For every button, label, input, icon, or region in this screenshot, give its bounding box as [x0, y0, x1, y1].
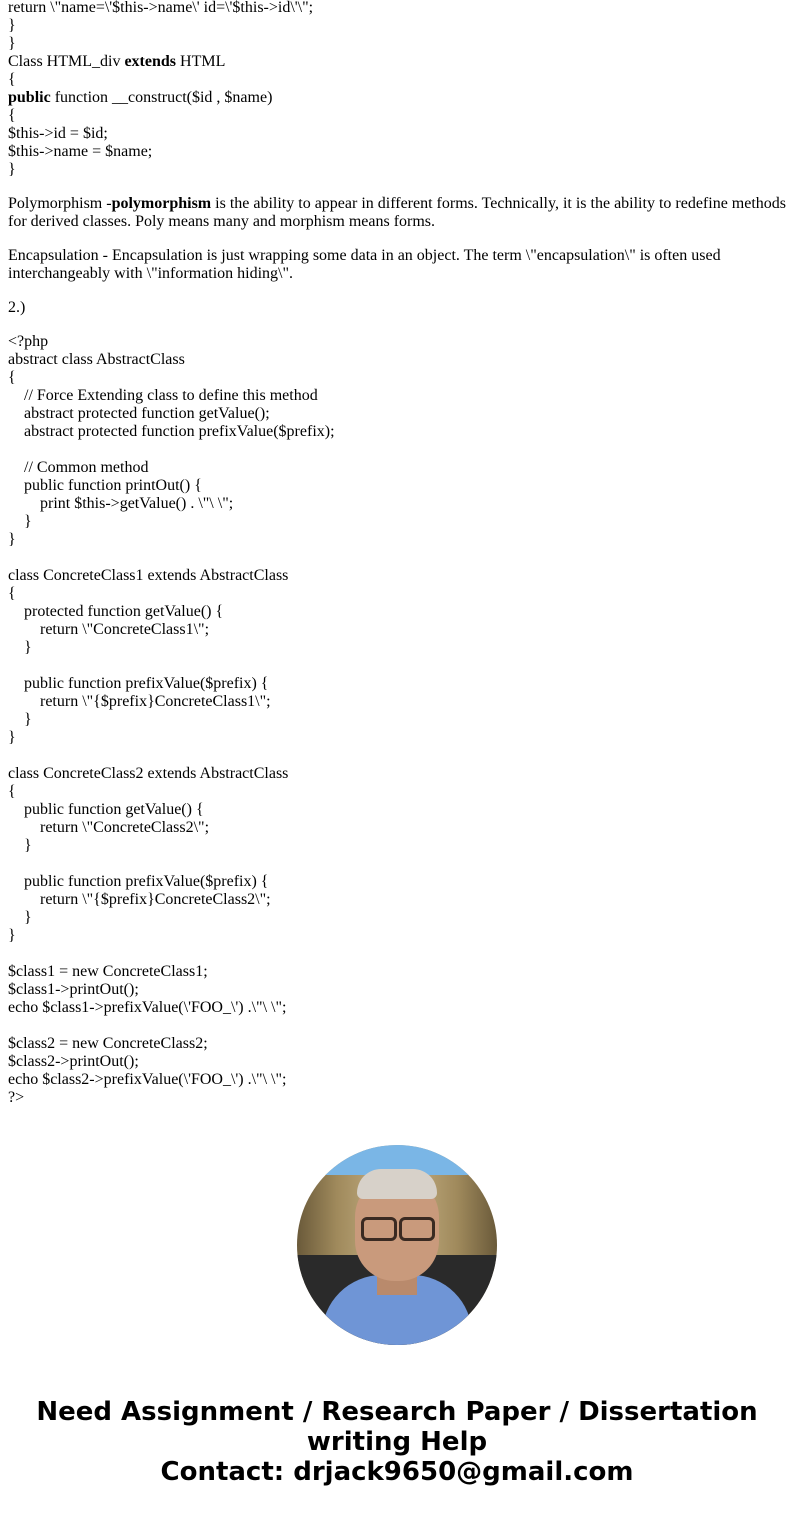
code-line	[8, 657, 786, 675]
polymorphism-paragraph	[8, 195, 786, 231]
code-line: ?>	[8, 1089, 25, 1106]
code-line: protected function getValue() {	[8, 603, 224, 620]
code-line: return \"{$prefix}ConcreteClass1\";	[8, 693, 271, 710]
code-line: public function printOut() {	[8, 477, 202, 494]
code-line: abstract class AbstractClass	[8, 351, 185, 368]
keyword: extends	[124, 53, 177, 70]
constructor-line	[8, 89, 786, 107]
code-line: {	[8, 369, 16, 386]
code-line: $this->id = $id;	[8, 125, 108, 142]
code-line: <?php	[8, 333, 49, 350]
question-number: 2.)	[8, 299, 26, 316]
text: is the ability to appear in different forms. Technically, it is the ability to redefine methods for derived classes. Poly means many and morphism means forms.	[8, 195, 787, 230]
code-line: }	[8, 909, 32, 926]
code-line: class ConcreteClass1 extends AbstractClass	[8, 567, 289, 584]
code-line	[8, 747, 786, 765]
code-line: }	[8, 17, 16, 34]
code-line: return \"ConcreteClass2\";	[8, 819, 210, 836]
php-code-block	[8, 333, 786, 1107]
code-line: }	[8, 837, 32, 854]
code-line: {	[8, 783, 16, 800]
code-line	[8, 441, 786, 459]
promo-headline: Need Assignment / Research Paper / Dissertation writing Help	[36, 1397, 758, 1457]
code-line: return \"{$prefix}ConcreteClass2\";	[8, 891, 271, 908]
code-line: }	[8, 639, 32, 656]
code-line: $class2 = new ConcreteClass2;	[8, 1035, 208, 1052]
code-line: print $this->getValue() . \"\ \";	[8, 495, 234, 512]
code-line: return \"ConcreteClass1\";	[8, 621, 210, 638]
text: Polymorphism -	[8, 195, 112, 212]
code-line: return \"name=\'$this->name\' id=\'$this->id\'\";	[8, 0, 314, 16]
code-line: $class1->printOut();	[8, 981, 139, 998]
code-line: abstract protected function prefixValue($prefix);	[8, 423, 335, 440]
code-line: abstract protected function getValue();	[8, 405, 270, 422]
text: HTML	[176, 53, 226, 70]
code-line: public function prefixValue($prefix) {	[8, 873, 269, 890]
text: Class HTML_div	[8, 53, 125, 70]
term: polymorphism	[111, 195, 212, 212]
code-fragment-top	[8, 0, 786, 179]
code-line: echo $class2->prefixValue(\'FOO_\') .\"\ \";	[8, 1071, 287, 1088]
code-line	[8, 549, 786, 567]
code-line: }	[8, 35, 16, 52]
code-line: }	[8, 161, 16, 178]
code-line: // Common method	[8, 459, 149, 476]
code-line	[8, 855, 786, 873]
code-line: public function prefixValue($prefix) {	[8, 675, 269, 692]
text: function __construct($id , $name)	[50, 89, 273, 106]
code-line: }	[8, 729, 16, 746]
code-line	[8, 1017, 786, 1035]
code-line: $class1 = new ConcreteClass1;	[8, 963, 208, 980]
code-line: {	[8, 585, 16, 602]
code-line: {	[8, 71, 16, 88]
encapsulation-paragraph: Encapsulation - Encapsulation is just wrapping some data in an object. The term \"encapsulation\" is often used interchangeably with \"information hiding\".	[8, 247, 721, 282]
author-photo-container	[8, 1145, 786, 1345]
keyword: public	[8, 89, 51, 106]
code-line: $class2->printOut();	[8, 1053, 139, 1070]
code-line: // Force Extending class to define this method	[8, 387, 318, 404]
class-declaration-line	[8, 53, 786, 71]
code-line: $this->name = $name;	[8, 143, 153, 160]
code-line: }	[8, 711, 32, 728]
code-line: {	[8, 107, 16, 124]
code-line: echo $class1->prefixValue(\'FOO_\') .\"\ \";	[8, 999, 287, 1016]
code-line	[8, 945, 786, 963]
contact-line: Contact: drjack9650@gmail.com	[160, 1457, 634, 1487]
author-photo	[297, 1145, 497, 1345]
promo-footer	[8, 1397, 786, 1487]
code-line: }	[8, 531, 16, 548]
code-line: public function getValue() {	[8, 801, 204, 818]
code-line: }	[8, 927, 16, 944]
code-line: }	[8, 513, 32, 530]
code-line: class ConcreteClass2 extends AbstractClass	[8, 765, 289, 782]
